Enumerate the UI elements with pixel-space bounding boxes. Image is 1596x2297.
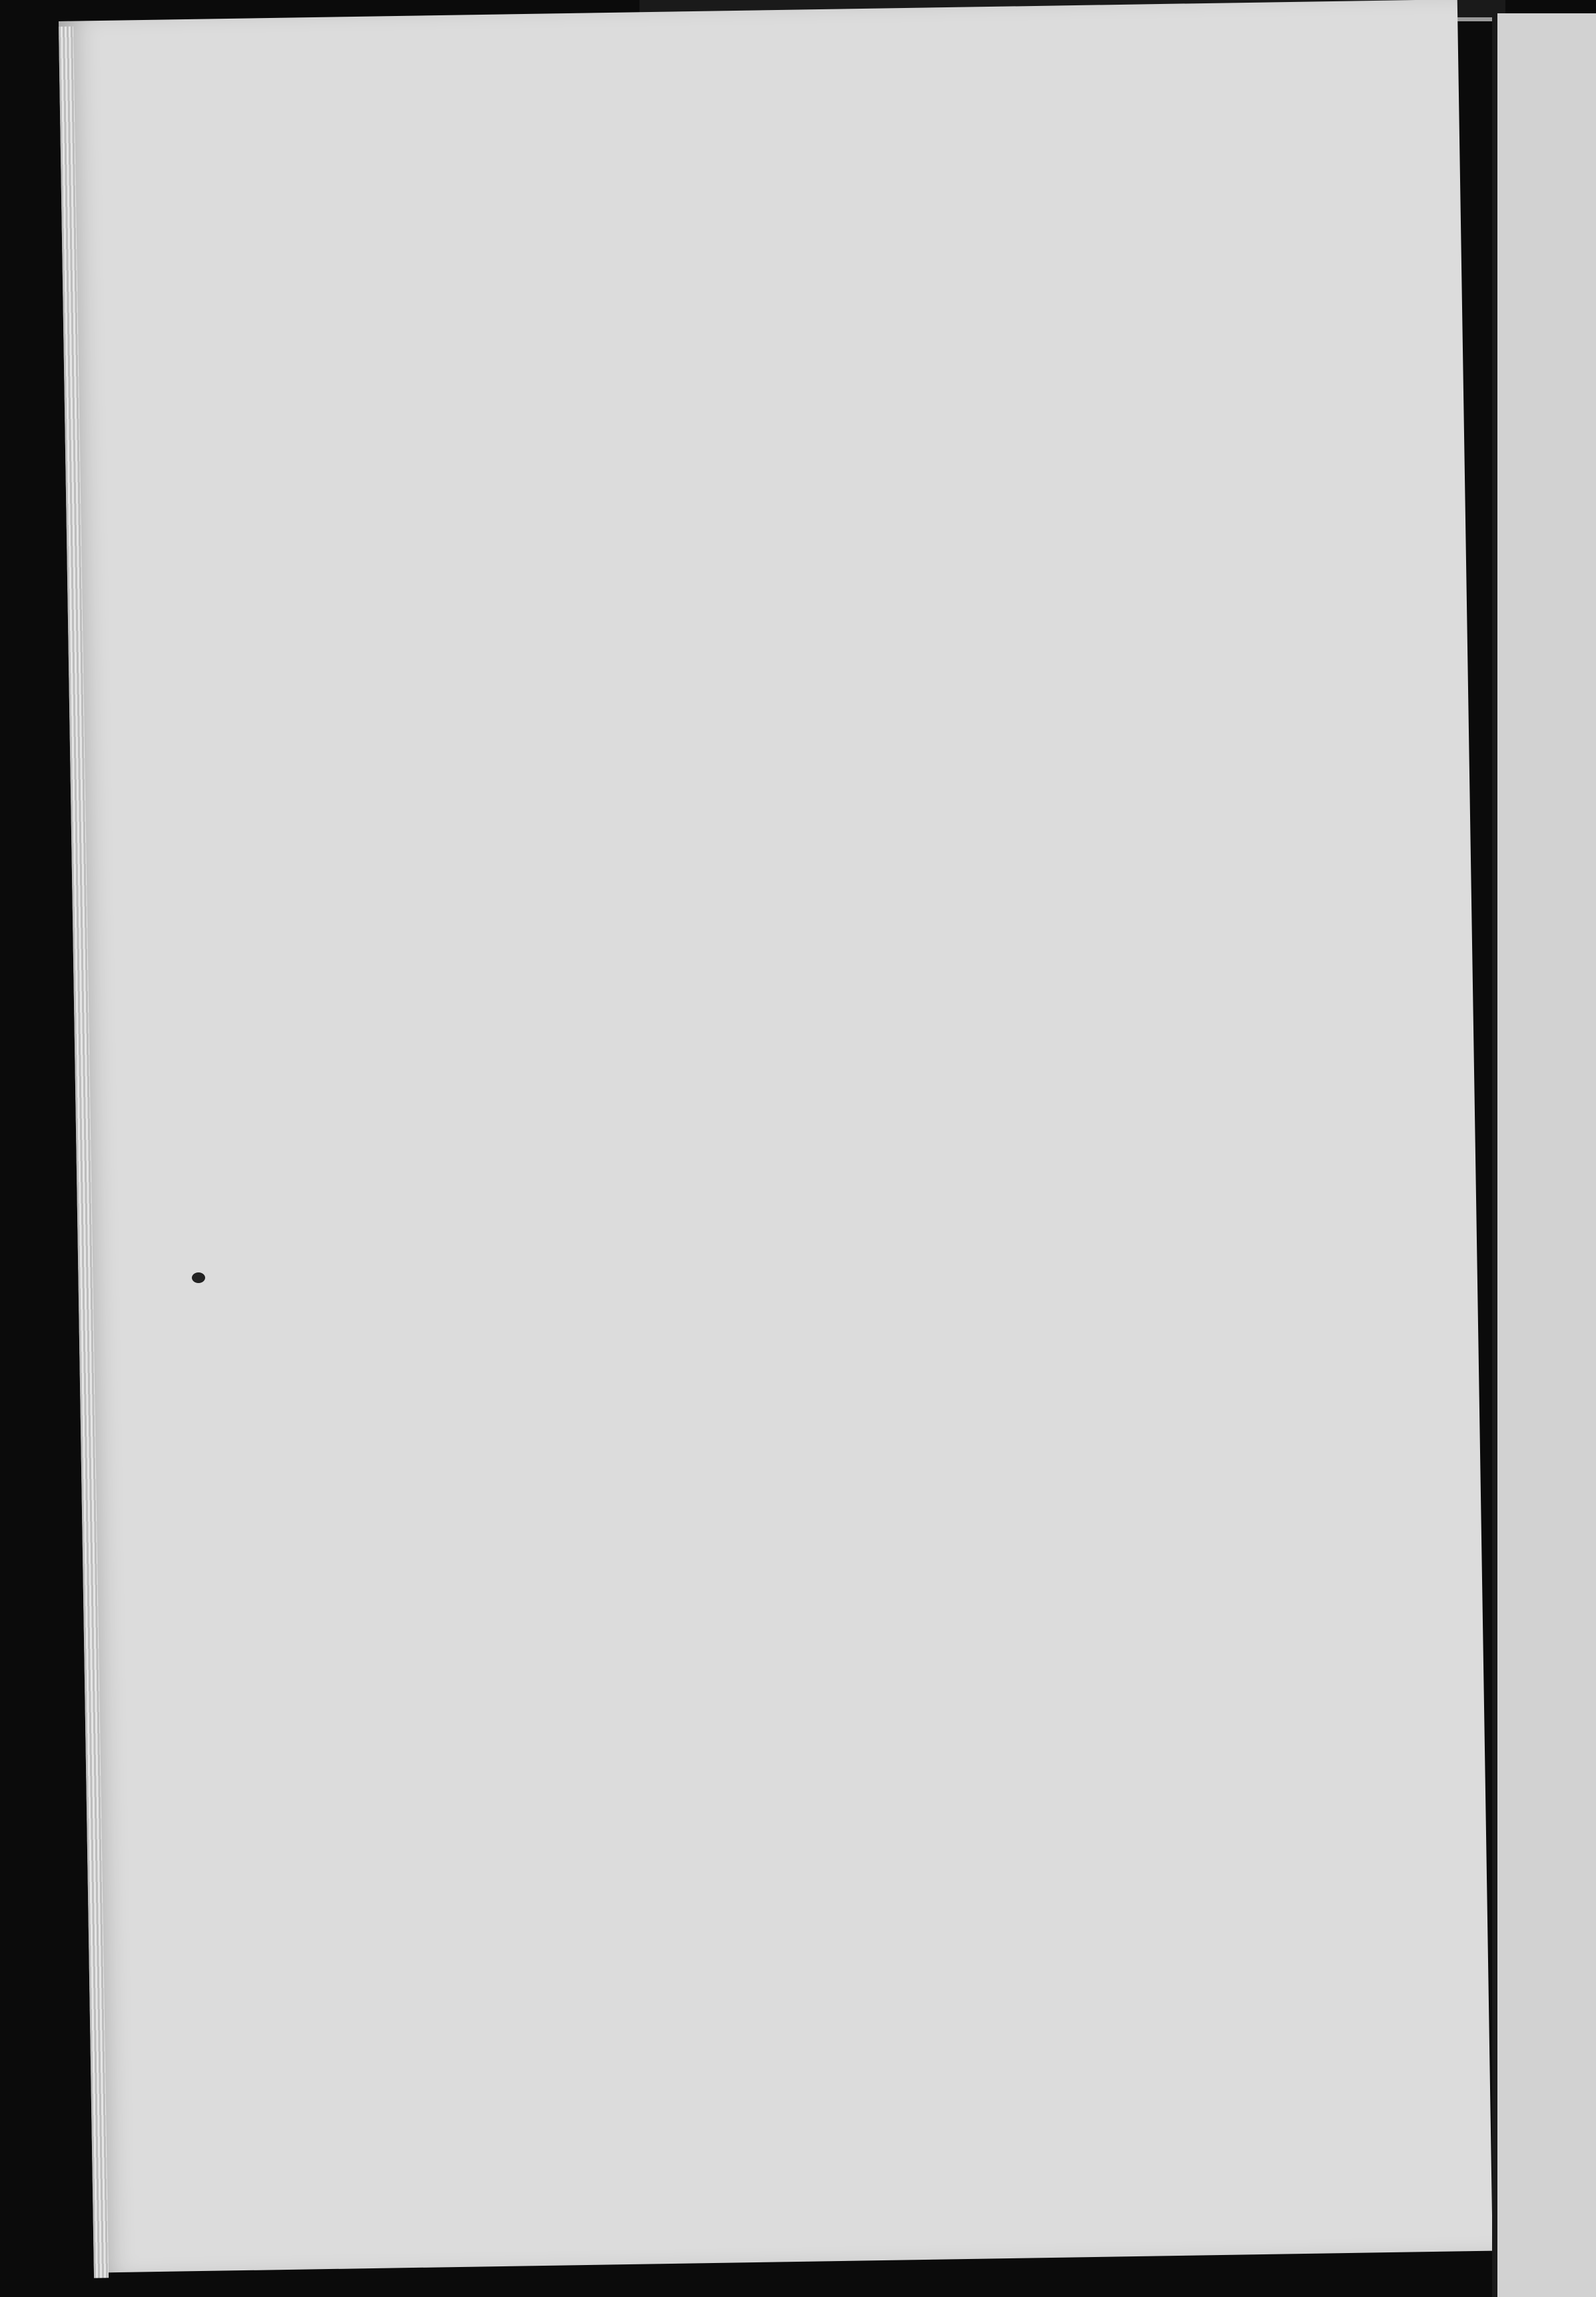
ink-speck [192,1272,205,1283]
facing-page-fragment [1492,13,1596,2297]
page-body-text [329,252,1475,270]
page-number [61,166,1460,188]
book-page [59,0,1493,2273]
